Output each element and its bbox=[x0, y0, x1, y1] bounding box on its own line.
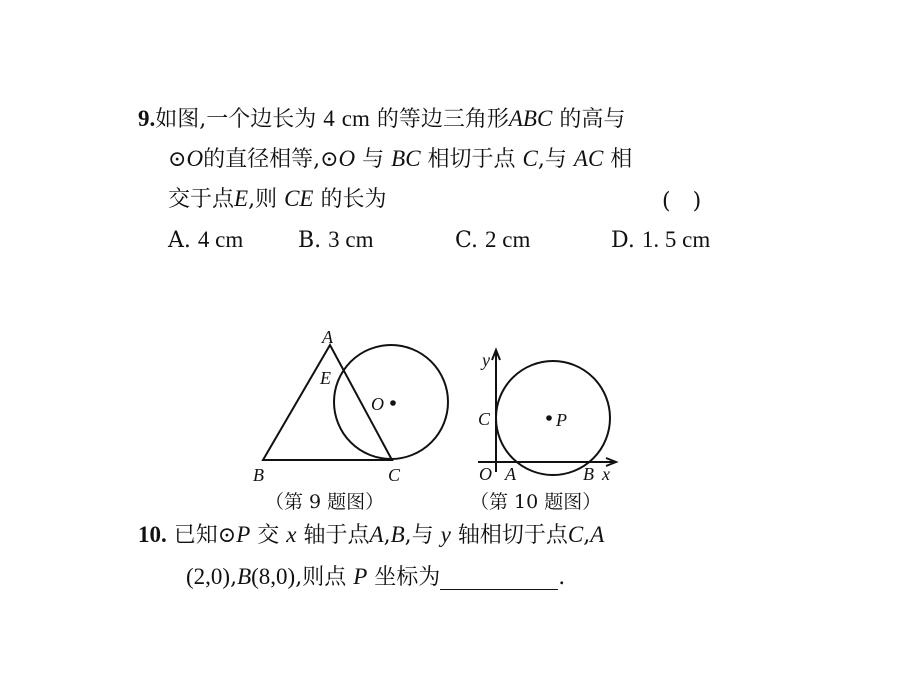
label-p: P bbox=[556, 410, 567, 430]
label-c: C bbox=[388, 465, 401, 485]
answer-blank bbox=[440, 565, 558, 590]
q9-line-1: 9.如图,一个边长为 4 cm 的等边三角形ABC 的高与 bbox=[138, 106, 626, 132]
option-d: D. 1. 5 cm bbox=[611, 227, 711, 253]
answer-bracket: ( ) bbox=[662, 189, 702, 214]
label-b: B bbox=[253, 465, 264, 485]
label-o: O bbox=[371, 394, 384, 414]
q10-line-1: 10. 已知⊙P 交 x 轴于点A,B,与 y 轴相切于点C,A bbox=[138, 522, 605, 548]
q9-line-3: 交于点E,则 CE 的长为 bbox=[168, 186, 387, 212]
figure-10 bbox=[478, 350, 616, 475]
label-c10: C bbox=[478, 409, 491, 429]
label-b10: B bbox=[583, 464, 594, 484]
q9-number: 9. bbox=[138, 106, 156, 131]
label-o10: O bbox=[479, 464, 492, 484]
caption-fig-10: （第 10 题图） bbox=[470, 491, 602, 513]
option-b: B. 3 cm bbox=[298, 227, 374, 253]
label-x: x bbox=[602, 464, 610, 484]
option-a: A. 4 cm bbox=[168, 227, 244, 253]
circle-p bbox=[496, 361, 610, 475]
label-a10: A bbox=[505, 464, 516, 484]
center-o-dot bbox=[390, 400, 396, 406]
q9-line-2: ⊙O的直径相等,⊙O 与 BC 相切于点 C,与 AC 相 bbox=[168, 146, 633, 172]
caption-fig-9: （第 9 题图） bbox=[265, 491, 385, 513]
q10-number: 10. bbox=[138, 522, 167, 547]
q10-line-2: (2,0),B(8,0),则点 P 坐标为 . bbox=[186, 564, 566, 590]
figure-9 bbox=[263, 345, 448, 460]
label-a: A bbox=[322, 327, 333, 347]
center-p-dot bbox=[546, 415, 552, 421]
option-c: C. 2 cm bbox=[455, 227, 531, 253]
label-y: y bbox=[482, 350, 490, 370]
label-e: E bbox=[320, 368, 331, 388]
